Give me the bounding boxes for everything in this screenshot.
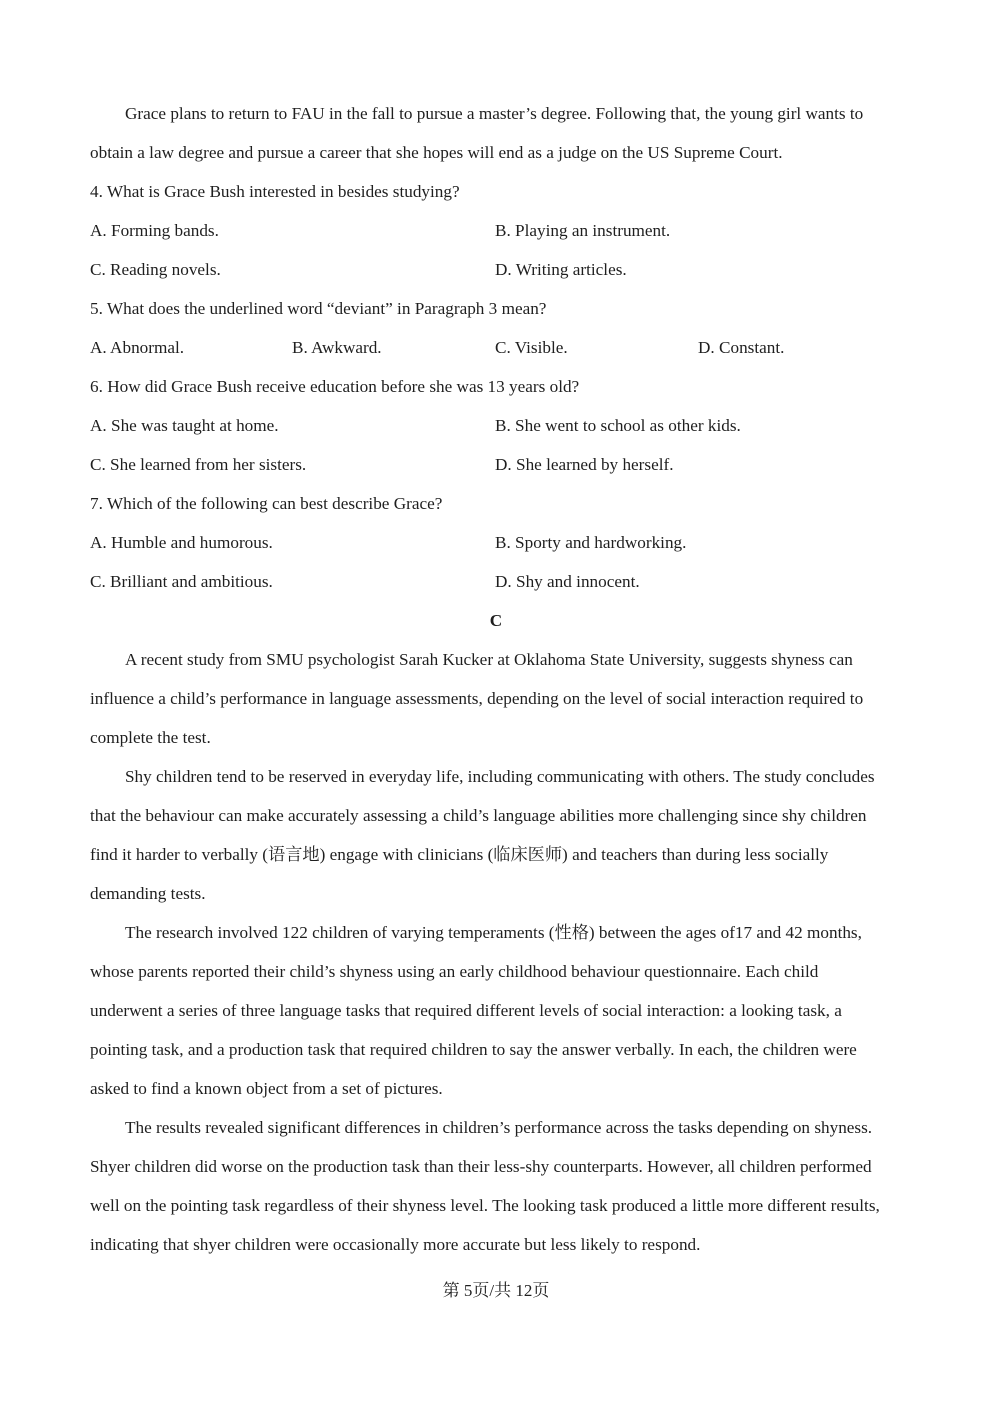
answer-option-b: B. Awkward. xyxy=(292,338,382,357)
paragraph-line: asked to find a known object from a set of pictures. xyxy=(90,1079,443,1098)
answer-option-a: A. Abnormal. xyxy=(90,338,185,357)
question-stem: 7. Which of the following can best describe Grace? xyxy=(90,494,443,513)
paragraph-line: find it harder to verbally (语言地) engage with clinicians (临床医师) and teachers than during less socially xyxy=(90,845,829,864)
answer-option-a: A. Forming bands. xyxy=(90,221,219,240)
paragraph-line: that the behaviour can make accurately assessing a child’s language abilities more challenging since shy children xyxy=(90,806,867,825)
paragraph-line: The results revealed significant differences in children’s performance across the tasks depending on shyness. xyxy=(125,1118,873,1137)
paragraph-3 xyxy=(90,913,902,1108)
section-heading: C xyxy=(489,611,503,630)
question-stem: 5. What does the underlined word “deviant” in Paragraph 3 mean? xyxy=(90,299,547,318)
paragraph-line: Shy children tend to be reserved in everyday life, including communicating with others. The study concludes xyxy=(125,767,875,786)
paragraph-line: demanding tests. xyxy=(90,884,206,903)
answer-option-a: A. Humble and humorous. xyxy=(90,533,273,552)
paragraph-line: complete the test. xyxy=(90,728,211,747)
options-row xyxy=(90,562,902,601)
paragraph-line: Shyer children did worse on the production task than their less-shy counterparts. However, all children performed xyxy=(90,1157,872,1176)
answer-option-c: C. Visible. xyxy=(495,338,568,357)
options-row xyxy=(90,250,902,289)
question-7 xyxy=(90,484,902,601)
question-6 xyxy=(90,367,902,484)
answer-option-d: D. Constant. xyxy=(698,338,785,357)
paragraph-line: A recent study from SMU psychologist Sarah Kucker at Oklahoma State University, suggests shyness can xyxy=(125,650,853,669)
page-content xyxy=(90,94,902,1264)
options-row xyxy=(90,445,902,484)
paragraph-2 xyxy=(90,757,902,913)
answer-option-a: A. She was taught at home. xyxy=(90,416,279,435)
section-c xyxy=(90,601,902,1264)
options-row xyxy=(90,406,902,445)
answer-option-b: B. Sporty and hardworking. xyxy=(495,533,687,552)
paragraph-line: indicating that shyer children were occasionally more accurate but less likely to respond. xyxy=(90,1235,701,1254)
paragraph-line: whose parents reported their child’s shyness using an early childhood behaviour questionnaire. Each child xyxy=(90,962,819,981)
paragraph-1 xyxy=(90,640,902,757)
page-footer: 第 5页/共 12页 xyxy=(442,1281,550,1300)
options-row xyxy=(90,328,902,367)
answer-option-d: D. Writing articles. xyxy=(495,260,627,279)
answer-option-c: C. She learned from her sisters. xyxy=(90,455,307,474)
answer-option-b: B. Playing an instrument. xyxy=(495,221,671,240)
question-stem: 4. What is Grace Bush interested in besides studying? xyxy=(90,182,460,201)
passage-b-tail xyxy=(90,94,902,172)
paragraph-4 xyxy=(90,1108,902,1264)
passage-line: Grace plans to return to FAU in the fall to pursue a master’s degree. Following that, the young girl wants to xyxy=(125,104,864,123)
paragraph-line: pointing task, and a production task that required children to say the answer verbally. In each, the children were xyxy=(90,1040,857,1059)
answer-option-d: D. Shy and innocent. xyxy=(495,572,640,591)
options-row xyxy=(90,211,902,250)
paragraph-line: The research involved 122 children of varying temperaments (性格) between the ages of17 and 42 months, xyxy=(125,923,862,942)
paragraph-line: underwent a series of three language tasks that required different levels of social interaction: a looking task, a xyxy=(90,1001,842,1020)
answer-option-c: C. Reading novels. xyxy=(90,260,221,279)
question-stem: 6. How did Grace Bush receive education before she was 13 years old? xyxy=(90,377,580,396)
answer-option-b: B. She went to school as other kids. xyxy=(495,416,741,435)
passage-line: obtain a law degree and pursue a career that she hopes will end as a judge on the US Supreme Court. xyxy=(90,143,783,162)
options-row xyxy=(90,523,902,562)
paragraph-line: influence a child’s performance in language assessments, depending on the level of social interaction required to xyxy=(90,689,864,708)
paragraph-line: well on the pointing task regardless of their shyness level. The looking task produced a little more different results, xyxy=(90,1196,880,1215)
question-4 xyxy=(90,172,902,289)
answer-option-c: C. Brilliant and ambitious. xyxy=(90,572,273,591)
question-5 xyxy=(90,289,902,367)
answer-option-d: D. She learned by herself. xyxy=(495,455,674,474)
